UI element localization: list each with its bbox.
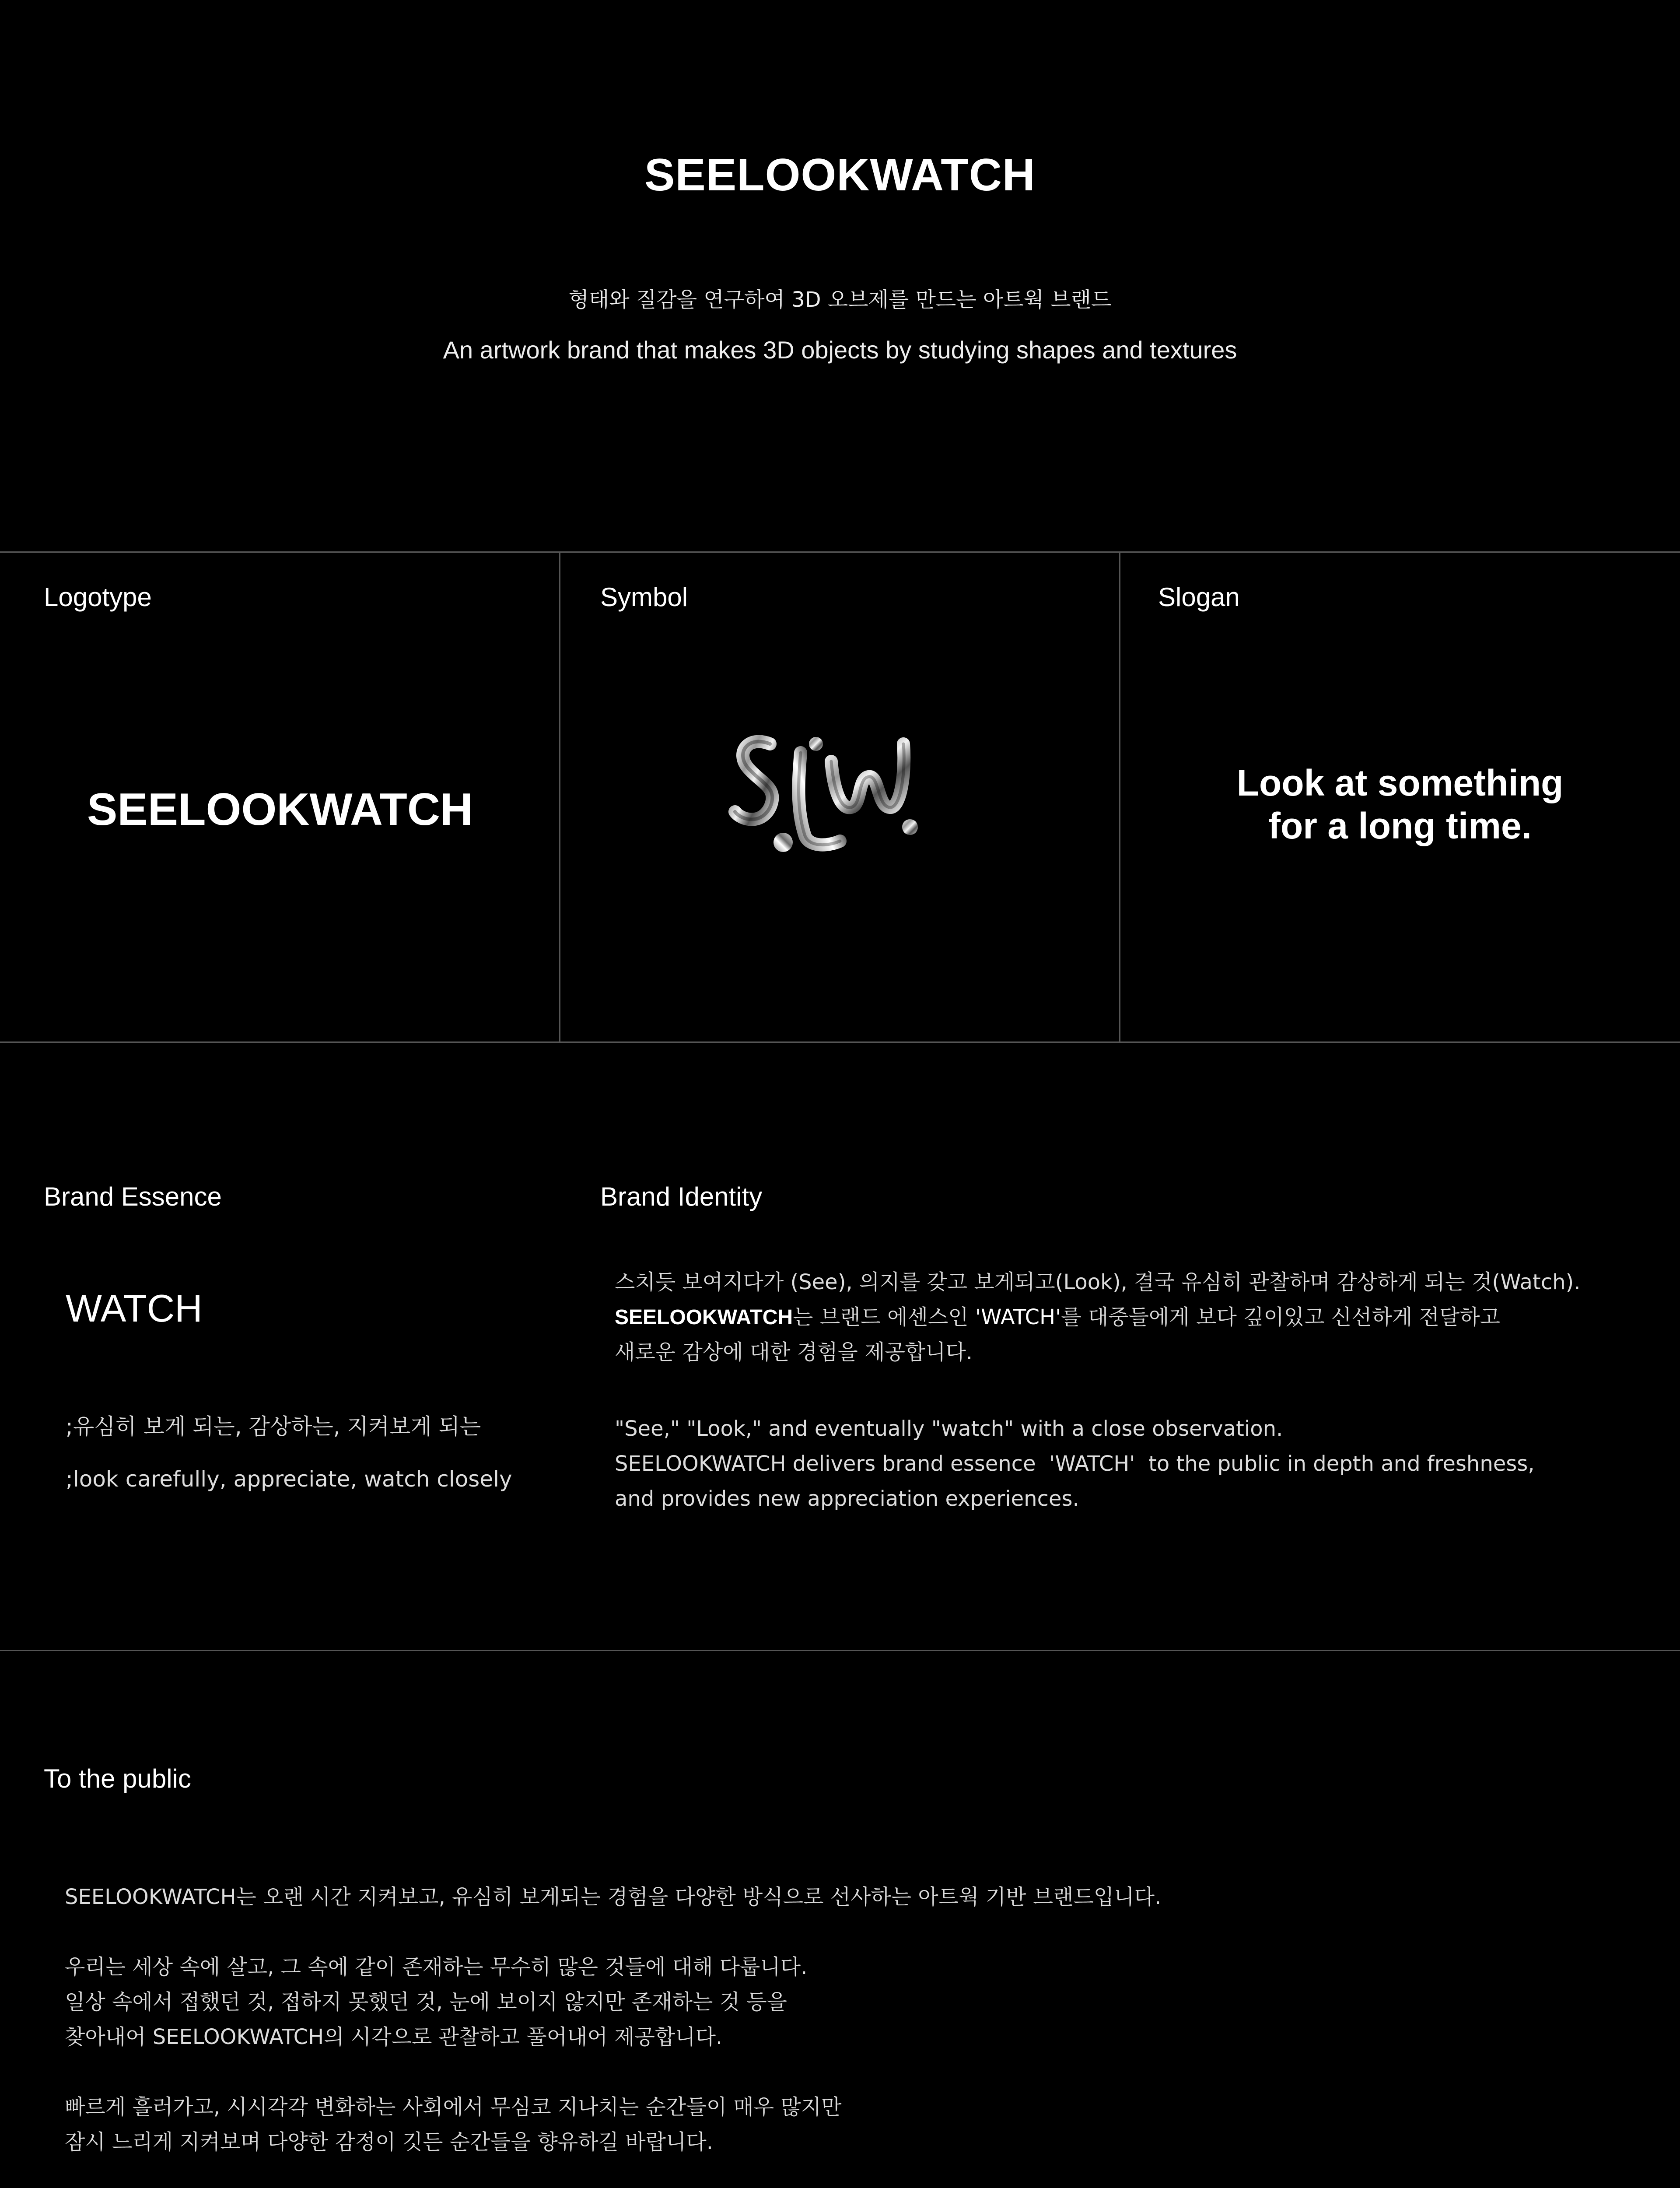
brand-essence-word: WATCH xyxy=(66,1287,203,1330)
symbol-label: Symbol xyxy=(600,582,688,612)
public-ko-line-5: 빠르게 흘러가고, 시시각각 변화하는 사회에서 무심코 지나치는 순간들이 매우 많지만 xyxy=(65,2095,842,2119)
slogan-text xyxy=(1120,761,1680,847)
text-fragment: 는 브랜드 에센스인 xyxy=(793,1305,969,1329)
divider-section-public xyxy=(0,1650,1680,1651)
subtitle-english: An artwork brand that makes 3D objects by studying shapes and textures xyxy=(443,336,1237,364)
subtitle-korean: 형태와 질감을 연구하여 3D 오브제를 만드는 아트웍 브랜드 xyxy=(568,288,1112,312)
public-ko-line-6: 잠시 느리게 지켜보며 다양한 감정이 깃든 순간들을 향유하길 바랍니다. xyxy=(65,2130,713,2154)
slogan-line-2: for a long time. xyxy=(1268,805,1532,846)
public-ko-line-2: 우리는 세상 속에 살고, 그 속에 같이 존재하는 무수히 많은 것들에 대해 다룹니다. xyxy=(65,1955,808,1979)
brand-identity-ko-line-3: 새로운 감상에 대한 경험을 제공합니다. xyxy=(615,1340,973,1364)
slogan-label: Slogan xyxy=(1158,582,1240,612)
chrome-liquid-slw-symbol-icon xyxy=(718,726,928,866)
brand-identity-ko-line-2 xyxy=(615,1302,1500,1333)
public-ko-line-3: 일상 속에서 접했던 것, 접하지 못했던 것, 눈에 보이지 않지만 존재하는 것 등을 xyxy=(65,1990,788,2014)
brand-identity-ko-line-1: 스치듯 보여지다가 (See), 의지를 갖고 보게되고(Look), 결국 유심히 관찰하며 감상하게 되는 것(Watch). xyxy=(615,1270,1581,1294)
to-the-public-label: To the public xyxy=(44,1764,191,1793)
slogan-line-1: Look at something xyxy=(1236,762,1564,803)
public-ko-line-1: SEELOOKWATCH는 오랜 시간 지켜보고, 유심히 보게되는 경험을 다양한 방식으로 선사하는 아트웍 기반 브랜드입니다. xyxy=(65,1885,1162,1909)
brand-essence-desc-ko: ;유심히 보게 되는, 감상하는, 지켜보게 되는 xyxy=(66,1414,481,1439)
brand-identity-en-line-1: "See," "Look," and eventually "watch" with a close observation. xyxy=(615,1417,1283,1441)
brand-identity-en-line-2: SEELOOKWATCH delivers brand essence 'WATCH' to the public in depth and freshness, xyxy=(615,1452,1535,1476)
brand-name-bold: SEELOOKWATCH xyxy=(615,1306,793,1329)
logotype-label: Logotype xyxy=(44,582,152,612)
public-ko-line-4: 찾아내어 SEELOOKWATCH의 시각으로 관찰하고 풀어내어 제공합니다. xyxy=(65,2025,723,2049)
logotype-wordmark: SEELOOKWATCH xyxy=(87,784,473,835)
brand-essence-label: Brand Essence xyxy=(44,1182,222,1211)
text-fragment: 를 대중들에게 보다 깊이있고 신선하게 전달하고 xyxy=(1061,1305,1500,1329)
page-title: SEELOOKWATCH xyxy=(644,150,1036,200)
brand-identity-label: Brand Identity xyxy=(600,1182,763,1211)
divider-bottom-grid xyxy=(0,1041,1680,1043)
brand-identity-en-line-3: and provides new appreciation experiences. xyxy=(615,1487,1079,1511)
brand-essence-desc-en: ;look carefully, appreciate, watch closely xyxy=(66,1466,512,1492)
essence-word-inline: 'WATCH' xyxy=(975,1305,1061,1329)
divider-top-grid xyxy=(0,551,1680,553)
